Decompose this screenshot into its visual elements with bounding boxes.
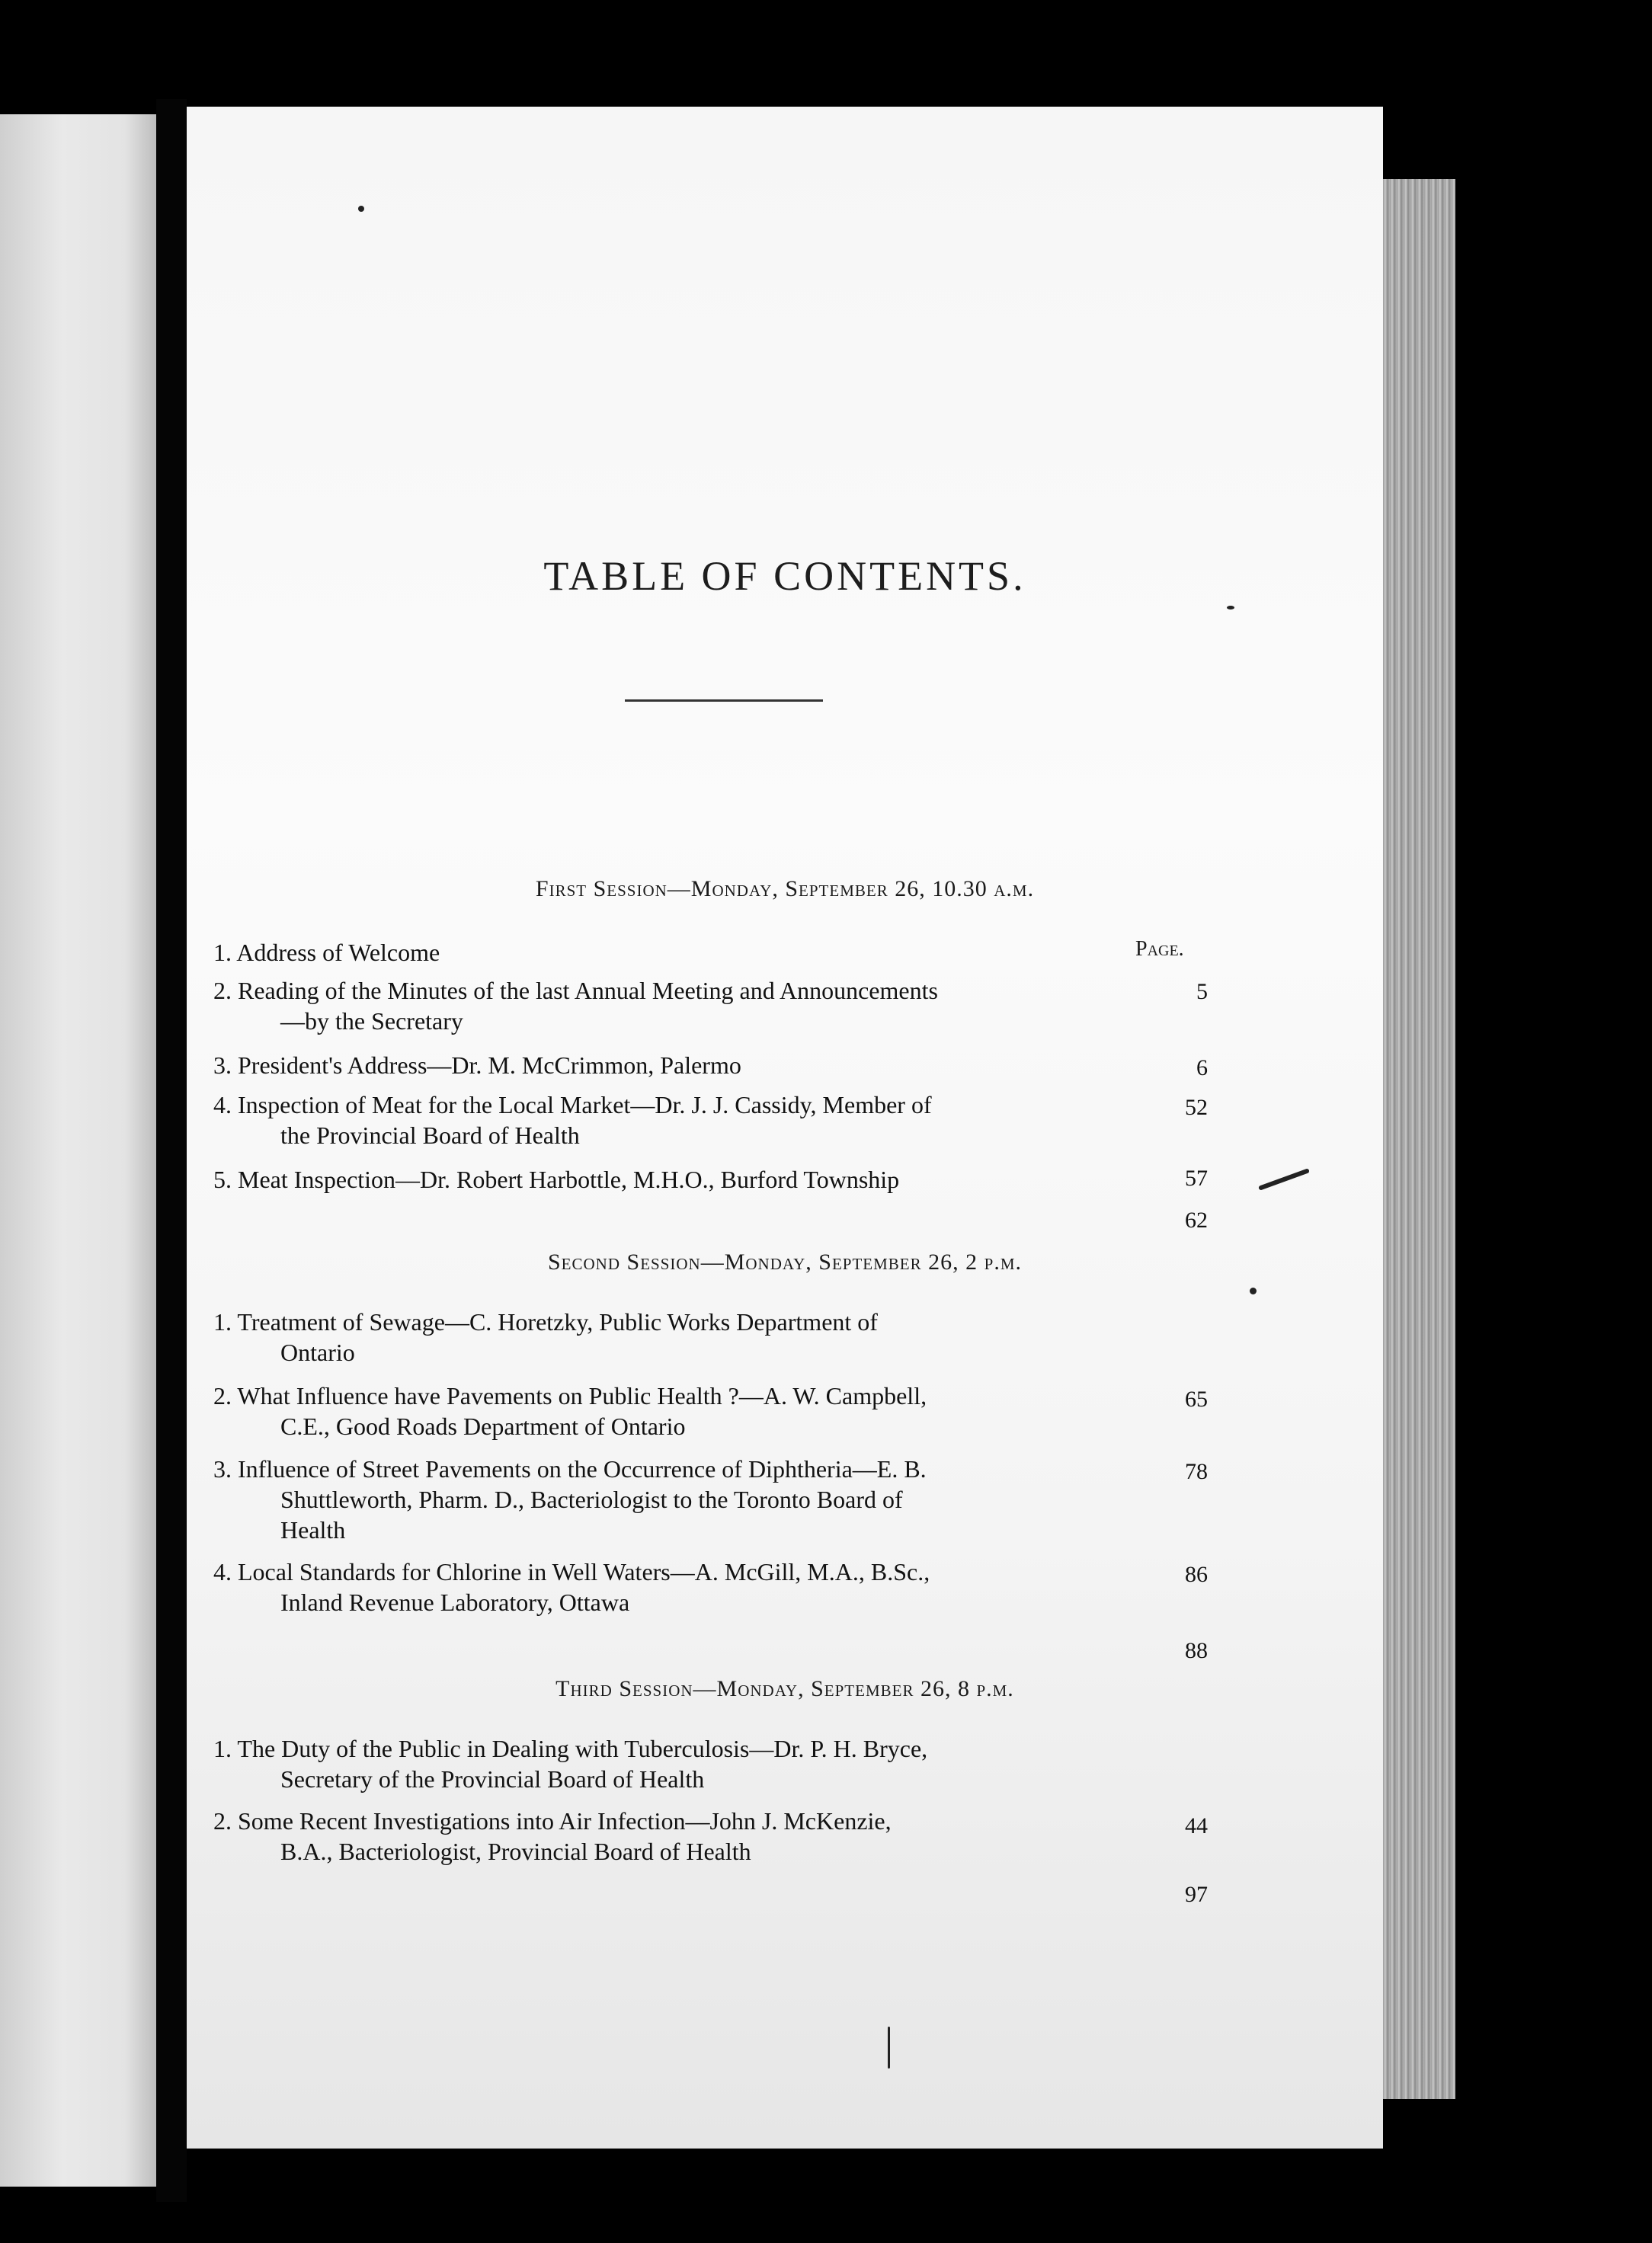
entry-page: 44 <box>1185 1813 1208 1838</box>
entry-title: President's Address—Dr. M. McCrimmon, Palermo <box>238 1051 741 1079</box>
entry-page: 52 <box>1185 1095 1208 1120</box>
toc-entry <box>213 1557 1204 1617</box>
toc-entry <box>213 1806 1204 1867</box>
entry-number: 4. <box>213 1091 232 1118</box>
toc-entry <box>213 1164 1204 1195</box>
toc-entry <box>213 975 1204 1036</box>
entry-title: Some Recent Investigations into Air Infection—John J. McKenzie, <box>238 1807 892 1835</box>
entry-page: 6 <box>1196 1055 1208 1080</box>
session-heading-second: Second Session—Monday, September 26, 2 p.m. <box>548 1249 1022 1275</box>
entry-title: What Influence have Pavements on Public Health ?—A. W. Campbell, <box>237 1382 927 1409</box>
entry-number: 1. <box>213 939 232 966</box>
entry-title-continued: C.E., Good Roads Department of Ontario <box>280 1413 686 1440</box>
toc-entry <box>213 1454 1204 1545</box>
page-edges <box>1383 179 1455 2099</box>
entry-title: Inspection of Meat for the Local Market—Dr. J. J. Cassidy, Member of <box>238 1091 932 1118</box>
scan-speck <box>1227 606 1234 610</box>
entry-title: The Duty of the Public in Dealing with Tuberculosis—Dr. P. H. Bryce, <box>237 1735 928 1762</box>
toc-entry <box>213 1090 1204 1150</box>
title-rule <box>625 699 823 702</box>
entry-title-continued: Health <box>280 1516 346 1544</box>
scan-speck <box>358 206 364 212</box>
toc-entry <box>213 1050 1204 1080</box>
page-column-label: Page. <box>1135 937 1184 961</box>
entry-title: Local Standards for Chlorine in Well Waters—A. McGill, M.A., B.Sc., <box>238 1558 930 1585</box>
book-gutter <box>156 99 187 2202</box>
entry-title: Treatment of Sewage—C. Horetzky, Public Works Department of <box>237 1308 878 1336</box>
entry-number: 5. <box>213 1166 232 1193</box>
entry-title-continued: —by the Secretary <box>280 1007 463 1035</box>
entry-page: 88 <box>1185 1638 1208 1663</box>
entry-title: Influence of Street Pavements on the Occurrence of Diphtheria—E. B. <box>238 1455 927 1483</box>
entry-title-continued: B.A., Bacteriologist, Provincial Board of Health <box>280 1838 751 1865</box>
entry-number: 1. <box>213 1308 232 1336</box>
scan-mark <box>888 2027 890 2069</box>
entry-page: 65 <box>1185 1387 1208 1412</box>
entry-title-continued: Ontario <box>280 1339 355 1366</box>
entry-title: Meat Inspection—Dr. Robert Harbottle, M.H.O., Burford Township <box>238 1166 900 1193</box>
toc-entry <box>213 937 1204 968</box>
session-heading-third: Third Session—Monday, September 26, 8 p.m. <box>555 1676 1014 1701</box>
scan-speck <box>1250 1288 1257 1294</box>
entry-number: 2. <box>213 977 232 1004</box>
entry-number: 3. <box>213 1051 232 1079</box>
entry-number: 4. <box>213 1558 232 1585</box>
entry-page: 86 <box>1185 1562 1208 1587</box>
entry-number: 2. <box>213 1382 232 1409</box>
entry-number: 2. <box>213 1807 232 1835</box>
toc-entry <box>213 1381 1204 1441</box>
scan-mark <box>1258 1168 1310 1191</box>
entry-title: Reading of the Minutes of the last Annual Meeting and Announcements <box>238 977 938 1004</box>
entry-title-continued: Secretary of the Provincial Board of Health <box>280 1765 705 1793</box>
session-heading-first: First Session—Monday, September 26, 10.30 a.m. <box>535 876 1035 901</box>
entry-page: 62 <box>1185 1208 1208 1233</box>
toc-entry <box>213 1307 1204 1368</box>
facing-page <box>0 114 156 2187</box>
contents-page <box>187 107 1383 2149</box>
entry-page: 78 <box>1185 1459 1208 1484</box>
entry-page: 97 <box>1185 1882 1208 1907</box>
toc-entry <box>213 1733 1204 1794</box>
page-title: TABLE OF CONTENTS. <box>543 553 1026 599</box>
entry-title-continued: Shuttleworth, Pharm. D., Bacteriologist to the Toronto Board of <box>280 1486 903 1513</box>
entry-page: 5 <box>1196 979 1208 1004</box>
entry-title: Address of Welcome <box>236 939 440 966</box>
entry-number: 3. <box>213 1455 232 1483</box>
entry-page: 57 <box>1185 1166 1208 1191</box>
entry-title-continued: Inland Revenue Laboratory, Ottawa <box>280 1589 630 1616</box>
entry-number: 1. <box>213 1735 232 1762</box>
entry-title-continued: the Provincial Board of Health <box>280 1122 580 1149</box>
